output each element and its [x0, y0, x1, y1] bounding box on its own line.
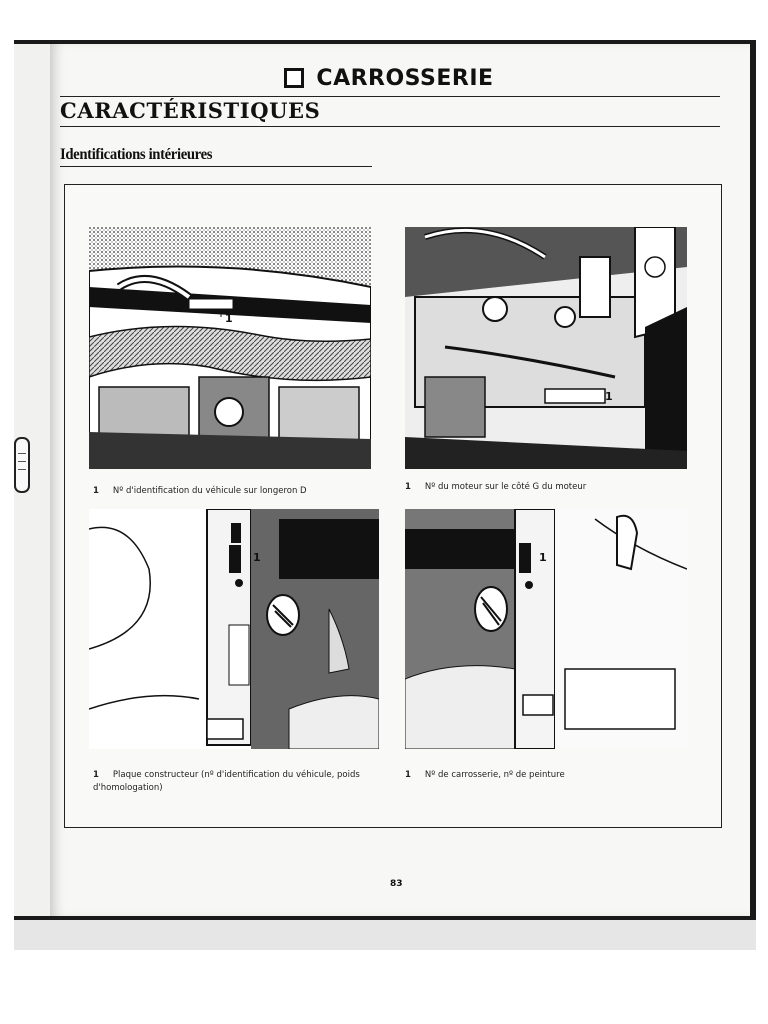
- page-number: 83: [390, 879, 403, 889]
- caption-text: Nº de carrosserie, nº de peinture: [424, 770, 565, 780]
- door-pillar-illustration: [89, 509, 379, 749]
- figures-frame: [64, 184, 722, 828]
- section-rule: [60, 126, 720, 127]
- caption-1: [93, 485, 383, 498]
- caption-number: 1: [93, 770, 99, 780]
- subsection-title: Identifications intérieures: [60, 146, 213, 163]
- caption-number: 1: [405, 482, 411, 492]
- caption-text: Nº du moteur sur le côté G du moteur: [424, 482, 587, 492]
- caption-number: 1: [93, 486, 99, 496]
- header-rule: [60, 96, 720, 97]
- body-panel-illustration: [405, 509, 687, 749]
- caption-number: 1: [405, 770, 411, 780]
- caption-4: [405, 769, 705, 782]
- caption-text: Plaque constructeur (nº d'identification du véhicule, poids d'homologation): [93, 770, 360, 793]
- callout-label: 1: [225, 312, 233, 325]
- chapter-header: [58, 58, 720, 98]
- scan-margin: [14, 920, 756, 950]
- caption-2: [405, 481, 705, 494]
- chapter-title: CARROSSERIE: [316, 65, 494, 91]
- figure-chassis-rail: [89, 227, 371, 469]
- figure-body-number: [405, 509, 687, 749]
- binding-clip: [14, 437, 30, 493]
- caption-text: Nº d'identification du véhicule sur longeron D: [112, 486, 307, 496]
- engine-block-illustration: [405, 227, 687, 469]
- caption-3: [93, 769, 391, 795]
- engine-bay-illustration: [89, 227, 371, 469]
- subsection-rule: [60, 166, 372, 167]
- figure-door-pillar-plate: [89, 509, 379, 749]
- checkbox-icon: [284, 68, 304, 88]
- callout-label: 1: [539, 551, 547, 564]
- manual-page: [50, 44, 750, 916]
- callout-label: 1: [605, 390, 613, 403]
- figure-engine-block: [405, 227, 687, 469]
- section-title: CARACTÉRISTIQUES: [60, 98, 321, 123]
- callout-label: 1: [253, 551, 261, 564]
